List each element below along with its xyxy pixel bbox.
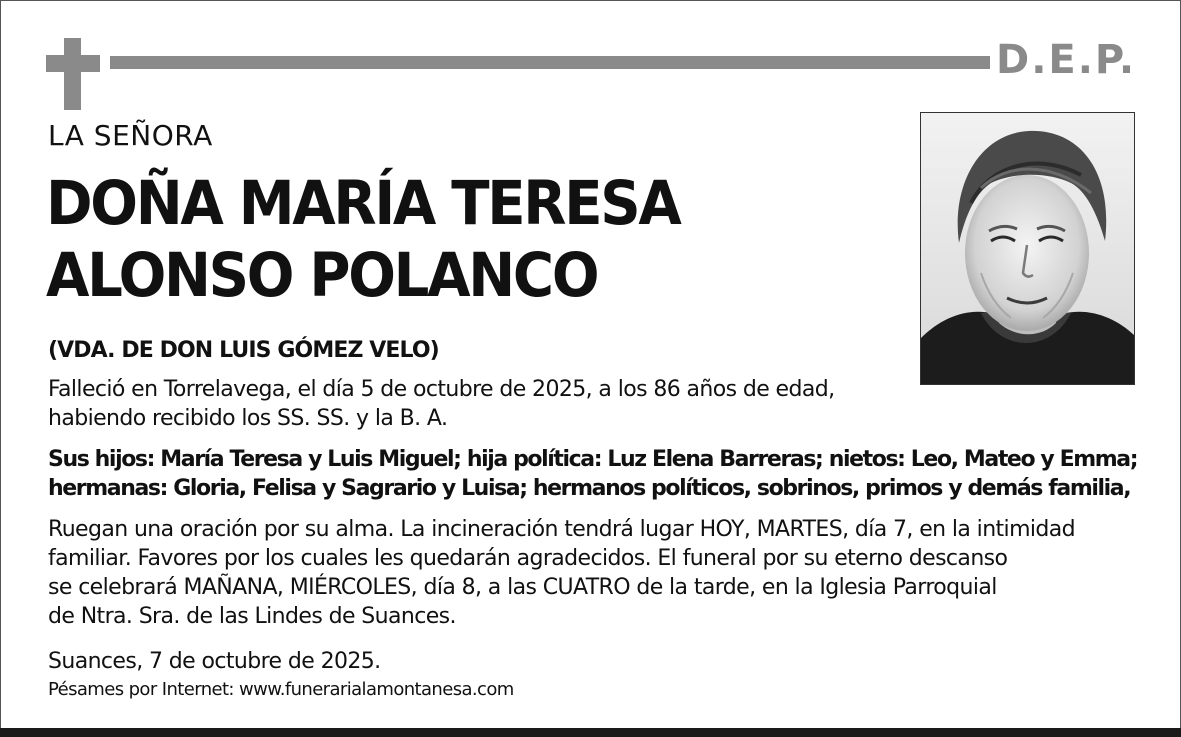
death-notice-line: habiendo recibido los SS. SS. y la B. A. <box>48 406 448 431</box>
deceased-name-line-1: DOÑA MARÍA TERESA <box>46 168 680 239</box>
family-line: Sus hijos: María Teresa y Luis Miguel; hija política: Luz Elena Barreras; nietos: Leo, Mateo y Emma; <box>48 447 1138 472</box>
spouse-line: (VDA. DE DON LUIS GÓMEZ VELO) <box>48 338 439 363</box>
place-date: Suances, 7 de octubre de 2025. <box>48 649 381 674</box>
dep-label: D.E.P. <box>996 37 1137 83</box>
ceremony-line: se celebrará MAÑANA, MIÉRCOLES, día 8, a las CUATRO de la tarde, en la Iglesia Parroquial <box>48 575 997 600</box>
ceremony-line: familiar. Favores por los cuales les quedarán agradecidos. El funeral por su eterno descanso <box>48 546 1008 571</box>
death-notice <box>48 375 835 433</box>
ceremony-line: Ruegan una oración por su alma. La incineración tendrá lugar HOY, MARTES, día 7, en la intimidad <box>48 517 1076 542</box>
header-rule <box>110 56 990 69</box>
family-list <box>48 445 1137 503</box>
condolences-line: Pésames por Internet: www.funerarialamontanesa.com <box>48 679 514 700</box>
deceased-name <box>46 168 679 312</box>
death-notice-line: Falleció en Torrelavega, el día 5 de octubre de 2025, a los 86 años de edad, <box>48 377 835 402</box>
cross-icon <box>46 38 100 110</box>
ceremony-details <box>48 515 1075 631</box>
ceremony-line: de Ntra. Sra. de las Lindes de Suances. <box>48 604 456 629</box>
portrait-photo <box>920 112 1135 385</box>
deceased-name-line-2: ALONSO POLANCO <box>46 240 598 311</box>
family-line: hermanas: Gloria, Felisa y Sagrario y Luisa; hermanos políticos, sobrinos, primos y demás familia, <box>48 476 1131 501</box>
bottom-bar <box>0 728 1181 737</box>
honorific: LA SEÑORA <box>48 119 213 152</box>
